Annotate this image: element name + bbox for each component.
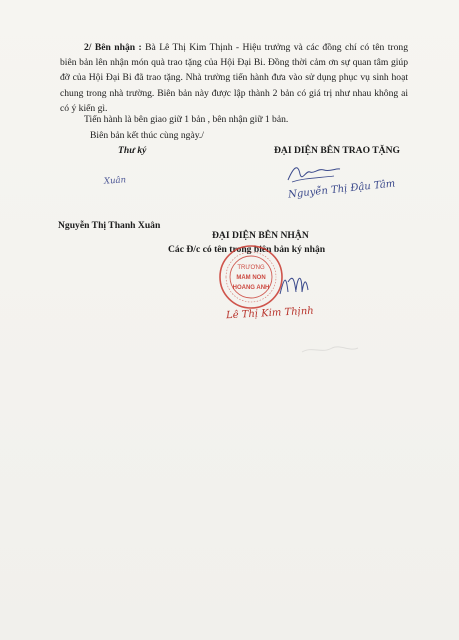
secretary-name: Nguyễn Thị Thanh Xuân (58, 220, 161, 231)
receiver-title: ĐẠI DIỆN BÊN NHẬN (212, 230, 309, 241)
end-line: Biên bản kết thúc cùng ngày./ (90, 130, 204, 141)
giver-signature-mark (284, 160, 344, 186)
receiver-paragraph (60, 40, 408, 116)
receiver-signature-mark (276, 272, 310, 298)
copies-line: Tiến hành là bên giao giữ 1 bản , bên nhận giữ 1 bản. (84, 114, 289, 125)
bleed-through-mark (300, 340, 360, 360)
stamp-line1: TRƯỜNG (237, 265, 265, 271)
giver-signed-name: Nguyễn Thị Đậu Tâm (287, 178, 396, 201)
stamp-line3: HOÀNG ANH (232, 285, 270, 291)
receiver-signed-name: Lê Thị Kim Thịnh (225, 305, 314, 322)
receiver-subtitle: Các Đ/c có tên trong biên bản ký nhận (168, 244, 326, 255)
secretary-title: Thư ký (118, 145, 147, 156)
school-stamp (218, 244, 284, 310)
receiver-paragraph-text: Bà Lê Thị Kim Thịnh - Hiệu trưởng và các đồng chí có tên trong biên bản lên nhận món quà trao tặng của Hội Đại Bi. Đồng thời cảm ơn sự quan tâm giúp đỡ của Hội Đại Bi đã trao tặng. Nhà trường tiến hành đưa vào sử dụng phục vụ sinh hoạt chung trong nhà trường. Biên bản này được lập thành 2 bản có giá trị như nhau không ai có ý kiến gì. (60, 42, 408, 114)
stamp-line2: MẦM NON (236, 275, 266, 281)
giver-title: ĐẠI DIỆN BÊN TRAO TẶNG (274, 145, 400, 156)
receiver-label: 2/ Bên nhận : (84, 42, 142, 53)
secretary-signature: Xuân (103, 175, 127, 187)
